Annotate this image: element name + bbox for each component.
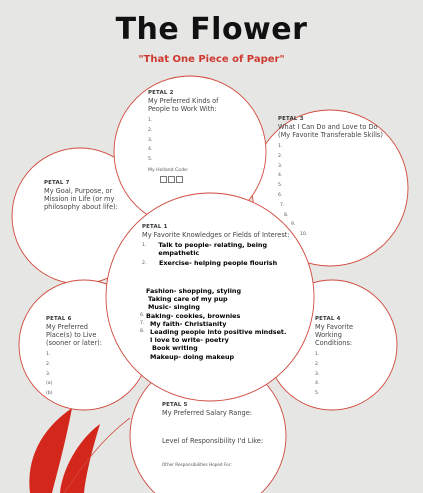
petal-1-number: 2. — [142, 261, 147, 267]
petal-2-number: 1. — [148, 118, 153, 123]
petal-4 — [315, 315, 395, 399]
petal-1-entry: Book writing — [152, 344, 198, 353]
petal-4-number: 4. — [315, 381, 320, 387]
petal-1-entry: Talk to people- relating, being empathetic — [158, 241, 268, 258]
petal-1-number: 1. — [142, 243, 147, 248]
petal-6-number: 2. — [46, 361, 51, 367]
petal-1-number: 6. — [140, 312, 145, 318]
holland-box — [176, 176, 183, 183]
petal-3-number: 1. — [278, 144, 283, 149]
page-subtitle: "That One Piece of Paper" — [138, 54, 285, 65]
petal-3-title: PETAL 3 — [278, 116, 304, 122]
petal-6-number: (b) — [46, 391, 53, 397]
petal-1-entry: Music- singing — [148, 303, 201, 312]
petal-1-entry: Leading people into positive mindset. — [150, 328, 287, 337]
petal-3-line-1: What I Can Do and Love to Do — [278, 123, 378, 131]
petal-6-line-3: (sooner or later): — [46, 339, 102, 347]
petal-3-number: 6. — [278, 192, 283, 198]
holland-code-label: My Holland Code: — [148, 167, 189, 173]
petal-2 — [148, 89, 278, 184]
petal-4-number: 1. — [315, 352, 320, 357]
petal-2-number: 3. — [148, 137, 153, 143]
petal-1-entry: Exercise- helping people flourish — [159, 259, 278, 268]
petal-4-title: PETAL 4 — [315, 316, 341, 322]
petal-3-number: 10. — [300, 232, 308, 238]
petal-1-line-1: My Favorite Knowledges or Fields of Interest: — [142, 231, 290, 239]
petal-6-title: PETAL 6 — [46, 316, 72, 322]
petal-4-number: 5. — [315, 391, 320, 397]
petal-1-entry: Fashion- shopping, styling — [146, 287, 242, 295]
petal-2-number: 4. — [148, 147, 153, 153]
holland-code-boxes — [148, 176, 278, 184]
petal-4-number: 3. — [315, 371, 320, 377]
petal-3 — [278, 115, 408, 240]
petal-2-line-1: My Preferred Kinds of — [148, 97, 219, 105]
petal-5 — [162, 401, 282, 470]
petal-1-entry: Baking- cookies, brownies — [146, 311, 241, 320]
petal-6-line-2: Place(s) to Live — [46, 331, 97, 339]
petal-3-number: 2. — [278, 153, 283, 159]
holland-box — [168, 176, 175, 183]
petal-3-line-2: (My Favorite Transferable Skills) — [278, 131, 383, 139]
responsibility-label: Level of Responsibility I'd Like: — [162, 437, 264, 445]
petal-4-number: 2. — [315, 361, 320, 367]
petal-7-line-3: philosophy about life): — [44, 203, 118, 211]
petal-3-number: 5. — [278, 183, 283, 189]
petal-6-line-1: My Preferred — [46, 323, 88, 331]
petal-7-line-2: Mission in Life (or my — [44, 195, 115, 203]
petal-2-line-2: People to Work With: — [148, 105, 217, 113]
petal-4-line-3: Conditions: — [315, 339, 353, 347]
petal-7-line-1: My Goal, Purpose, or — [44, 187, 113, 195]
petal-6-number: 3. — [46, 371, 51, 377]
petal-2-number: 2. — [148, 127, 153, 133]
petal-6-number: 1. — [46, 352, 51, 357]
petal-1-entry: Makeup- doing makeup — [150, 352, 235, 361]
petal-6-number: (a) — [46, 381, 53, 387]
petal-1 — [142, 223, 302, 269]
petal-3-number: 7. — [280, 202, 285, 208]
petal-3-number: 4. — [278, 173, 283, 179]
petal-7-title: PETAL 7 — [44, 180, 70, 186]
page-title: The Flower — [115, 12, 308, 47]
petal-1-entry: My faith- Christianity — [150, 319, 227, 328]
petal-6 — [46, 315, 136, 399]
petal-1-entry: Taking care of my pup — [148, 295, 228, 304]
petal-1-entry: I love to write- poetry — [150, 336, 229, 345]
petal-2-number: 5. — [148, 157, 153, 163]
petal-4-line-2: Working — [315, 331, 342, 339]
petal-3-number: 8. — [284, 212, 289, 218]
petal-3-number: 9. — [291, 222, 296, 228]
petal-1-number: 7. — [140, 320, 145, 326]
petal-5-title: PETAL 5 — [162, 402, 188, 408]
petal-3-number: 3. — [278, 163, 283, 169]
holland-box — [160, 176, 167, 183]
petal-7 — [44, 179, 144, 211]
petal-2-title: PETAL 2 — [148, 90, 174, 96]
petal-1-handwritten-list — [140, 287, 310, 361]
other-responsibilities-label: Other Responsibilities Hoped For: — [162, 462, 232, 467]
petal-4-line-1: My Favorite — [315, 323, 354, 331]
petal-5-line-1: My Preferred Salary Range: — [162, 409, 252, 417]
petal-1-title: PETAL 1 — [142, 224, 168, 230]
petal-1-number: 8. — [140, 329, 145, 335]
